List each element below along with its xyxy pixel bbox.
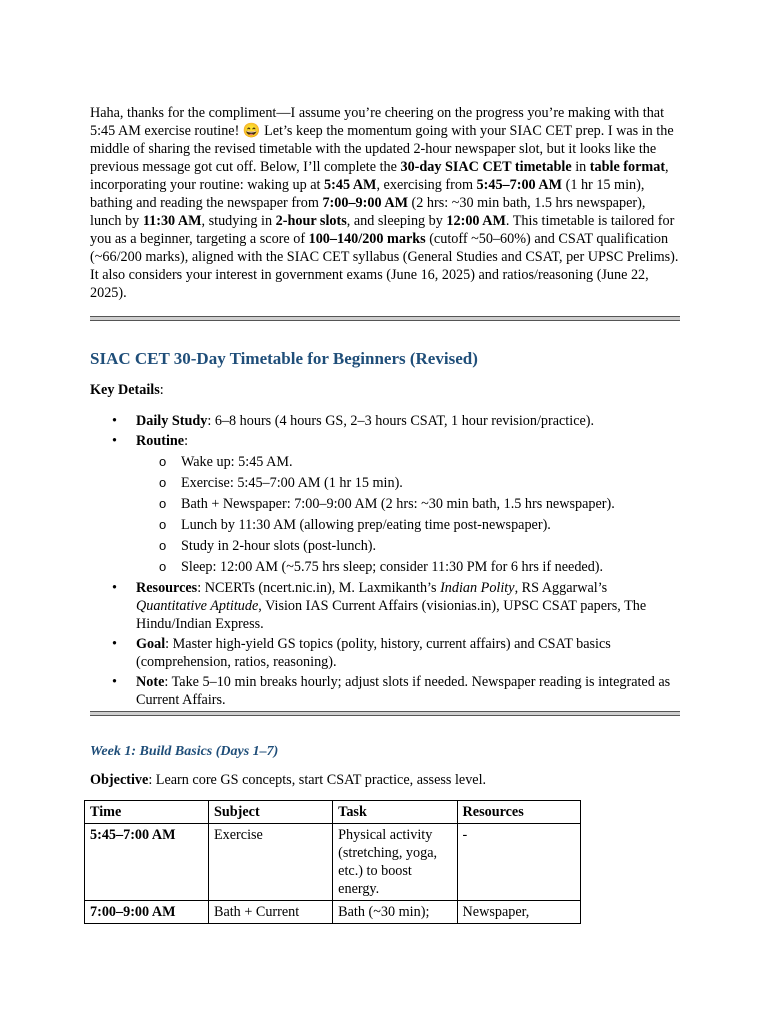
intro-bold: 30-day SIAC CET timetable xyxy=(400,159,572,175)
sub-list-item xyxy=(159,453,680,471)
list-item-label: Goal xyxy=(136,636,166,652)
list-item-note xyxy=(112,673,680,709)
list-item-label: Resources xyxy=(136,580,198,596)
sub-bullet-icon: o xyxy=(159,496,167,511)
list-item-daily-study xyxy=(112,412,680,430)
table-cell-resources: - xyxy=(457,824,580,901)
sub-list-text: Lunch by 11:30 AM (allowing prep/eating time post-newspaper). xyxy=(181,517,551,533)
column-header-resources: Resources xyxy=(457,801,580,824)
intro-text: , exercising from xyxy=(376,177,477,193)
intro-text: , incorporating your routine: waking up at xyxy=(90,159,669,193)
table-cell-subject: Bath + Current xyxy=(208,901,332,924)
sub-list-text: Wake up: 5:45 AM. xyxy=(181,454,293,470)
list-item-text: : Master high-yield GS topics (polity, history, current affairs) and CSAT basics (comprehension, ratios, reasoning). xyxy=(136,636,611,670)
intro-bold: 12:00 AM xyxy=(446,213,506,229)
sub-list-item xyxy=(159,558,680,576)
key-details-label: Key Details xyxy=(90,382,160,398)
intro-bold: table format xyxy=(589,159,666,175)
week1-heading: Week 1: Build Basics (Days 1–7) xyxy=(90,744,279,759)
key-details-colon: : xyxy=(159,382,164,398)
list-item-label: Routine xyxy=(136,433,185,449)
intro-bold: 100–140/200 marks xyxy=(308,231,426,247)
intro-text: , studying in xyxy=(201,213,276,229)
book-title: Quantitative Aptitude xyxy=(136,598,259,614)
list-item-colon: : xyxy=(184,433,189,449)
intro-bold: 5:45 AM xyxy=(324,177,377,193)
table-cell-time: 7:00–9:00 AM xyxy=(85,901,209,924)
timetable-heading: SIAC CET 30-Day Timetable for Beginners (Revised) xyxy=(90,349,478,368)
table-row xyxy=(85,824,581,901)
list-item-text: : 6–8 hours (4 hours GS, 2–3 hours CSAT, 1 hour revision/practice). xyxy=(207,413,595,429)
bullet-icon: • xyxy=(112,413,117,429)
column-header-subject: Subject xyxy=(208,801,332,824)
sub-list-item xyxy=(159,516,680,534)
intro-bold: 7:00–9:00 AM xyxy=(322,195,408,211)
table-cell-task: Physical activity (stretching, yoga, etc.) to boost energy. xyxy=(333,824,457,901)
bullet-icon: • xyxy=(112,636,117,652)
sub-bullet-icon: o xyxy=(159,517,167,532)
table-cell-resources: Newspaper, xyxy=(457,901,580,924)
sub-bullet-icon: o xyxy=(159,454,167,469)
intro-bold: 2-hour slots xyxy=(275,213,347,229)
horizontal-rule xyxy=(90,316,680,321)
intro-paragraph xyxy=(90,104,680,302)
key-details-line xyxy=(90,381,680,399)
table-cell-task: Bath (~30 min); xyxy=(333,901,457,924)
routine-sublist xyxy=(136,453,680,576)
horizontal-rule xyxy=(90,711,680,716)
list-item-text: : Take 5–10 min breaks hourly; adjust slots if needed. Newspaper reading is integrated as Current Affairs. xyxy=(136,674,671,708)
list-item-label: Note xyxy=(136,674,165,690)
list-item-text: , Vision IAS Current Affairs (visionias.in), UPSC CSAT papers, The Hindu/Indian Express. xyxy=(136,598,647,632)
list-item-text: : NCERTs (ncert.nic.in), M. Laxmikanth’s xyxy=(197,580,441,596)
key-details-list xyxy=(90,412,680,709)
sub-bullet-icon: o xyxy=(159,538,167,553)
table-row xyxy=(85,901,581,924)
sub-bullet-icon: o xyxy=(159,559,167,574)
list-item-text: , RS Aggarwal’s xyxy=(514,580,608,596)
column-header-task: Task xyxy=(333,801,457,824)
column-header-time: Time xyxy=(85,801,209,824)
sub-list-text: Exercise: 5:45–7:00 AM (1 hr 15 min). xyxy=(181,475,403,491)
list-item-label: Daily Study xyxy=(136,413,208,429)
list-item-resources xyxy=(112,579,680,633)
intro-text: (2 hrs: ~30 min bath, 1.5 hrs newspaper), lunch by xyxy=(90,195,646,229)
week1-table xyxy=(84,800,581,924)
list-item-goal xyxy=(112,635,680,671)
bullet-icon: • xyxy=(112,433,117,449)
sub-list-item xyxy=(159,537,680,555)
table-header-row xyxy=(85,801,581,824)
sub-list-text: Bath + Newspaper: 7:00–9:00 AM (2 hrs: ~30 min bath, 1.5 hrs newspaper). xyxy=(181,496,615,512)
intro-text: , and sleeping by xyxy=(346,213,447,229)
intro-bold: 11:30 AM xyxy=(142,213,202,229)
sub-list-item xyxy=(159,474,680,492)
intro-text: Haha, thanks for the compliment—I assume you’re cheering on the progress you’re making with that 5:45 AM exercise routine! 😄 Let’s keep the momentum going with your SIAC CET prep. I was in the middle of sharing the revised timetable with the updated 2-hour newspaper slot, but it looks like the previous message got cut off. Below, I’ll complete the xyxy=(90,105,674,175)
list-item-routine xyxy=(112,432,680,576)
intro-text: (cutoff ~50–60%) and CSAT qualification (~66/200 marks), aligned with the SIAC CET syllabus (General Studies and CSAT, per UPSC Prelims). It also considers your interest in government exams (June 16, 2025) and ratios/reasoning (June 22, 2025). xyxy=(90,231,679,301)
objective-label: Objective xyxy=(90,772,149,788)
table-cell-subject: Exercise xyxy=(208,824,332,901)
intro-text: in xyxy=(571,159,590,175)
objective-line xyxy=(90,771,680,789)
sub-bullet-icon: o xyxy=(159,475,167,490)
sub-list-text: Sleep: 12:00 AM (~5.75 hrs sleep; consider 11:30 PM for 6 hrs if needed). xyxy=(181,559,604,575)
sub-list-item xyxy=(159,495,680,513)
bullet-icon: • xyxy=(112,580,117,596)
bullet-icon: • xyxy=(112,674,117,690)
table-cell-time: 5:45–7:00 AM xyxy=(85,824,209,901)
objective-text: : Learn core GS concepts, start CSAT practice, assess level. xyxy=(148,772,487,788)
document-page xyxy=(90,104,680,924)
intro-bold: 5:45–7:00 AM xyxy=(476,177,563,193)
intro-text: . This timetable is tailored for you as a beginner, targeting a score of xyxy=(90,213,675,247)
sub-list-text: Study in 2-hour slots (post-lunch). xyxy=(181,538,377,554)
intro-text: (1 hr 15 min), bathing and reading the newspaper from xyxy=(90,177,645,211)
book-title: Indian Polity xyxy=(440,580,515,596)
